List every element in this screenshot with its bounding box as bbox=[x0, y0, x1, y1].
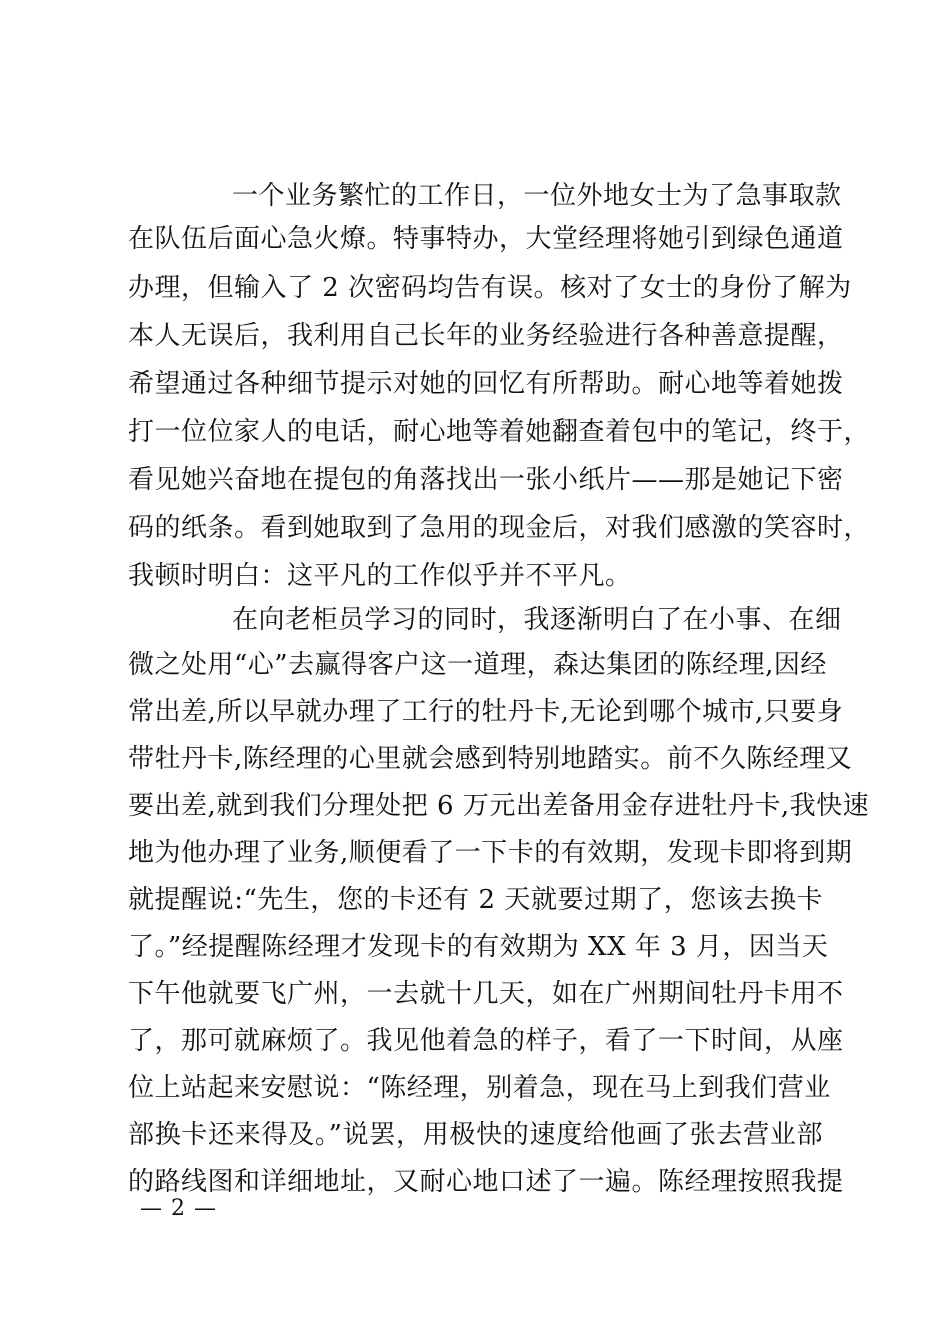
text-line: 在向老柜员学习的同时，我逐渐明白了在小事、在细 bbox=[232, 605, 842, 635]
text-line: 部换卡还来得及。”说罢，用极快的速度给他画了张去营业部 bbox=[128, 1120, 823, 1150]
text-line: 地为他办理了业务,顺便看了一下卡的有效期，发现卡即将到期 bbox=[128, 838, 853, 868]
text-line: 本人无误后，我利用自己长年的业务经验进行各种善意提醒， bbox=[128, 321, 844, 351]
text-line: 常出差,所以早就办理了工行的牡丹卡,无论到哪个城市,只要身 bbox=[128, 697, 844, 727]
text-line: 位上站起来安慰说：“陈经理，别着急，现在马上到我们营业 bbox=[128, 1073, 831, 1103]
text-line: 微之处用“心”去赢得客户这一道理，森达集团的陈经理,因经 bbox=[128, 650, 827, 680]
text-line: 要出差,就到我们分理处把 6 万元出差备用金存进牡丹卡,我快速 bbox=[128, 791, 870, 821]
text-line: 的路线图和详细地址，又耐心地口述了一遍。陈经理按照我提 bbox=[128, 1167, 844, 1197]
text-line: 在队伍后面心急火燎。特事特办，大堂经理将她引到绿色通道 bbox=[128, 224, 844, 254]
text-line: 下午他就要飞广州，一去就十几天，如在广州期间牡丹卡用不 bbox=[128, 979, 844, 1009]
text-line: 带牡丹卡,陈经理的心里就会感到特别地踏实。前不久陈经理又 bbox=[128, 744, 853, 774]
text-line: 看见她兴奋地在提包的角落找出一张小纸片——那是她记下密 bbox=[128, 465, 844, 495]
text-line: 办理，但输入了 2 次密码均告有误。核对了女士的身份了解为 bbox=[128, 273, 852, 303]
page-number: — 2 — bbox=[140, 1196, 217, 1221]
text-line: 了，那可就麻烦了。我见他着急的样子，看了一下时间，从座 bbox=[128, 1026, 844, 1056]
text-line: 就提醒说:“先生，您的卡还有 2 天就要过期了，您该去换卡 bbox=[128, 885, 823, 915]
text-line: 码的纸条。看到她取到了急用的现金后，对我们感激的笑容时， bbox=[128, 513, 871, 543]
text-line: 打一位位家人的电话，耐心地等着她翻查着包中的笔记，终于， bbox=[128, 417, 871, 447]
text-line: 一个业务繁忙的工作日，一位外地女士为了急事取款 bbox=[232, 181, 842, 211]
text-line: 了。”经提醒陈经理才发现卡的有效期为 XX 年 3 月，因当天 bbox=[128, 932, 829, 962]
text-line: 希望通过各种细节提示对她的回忆有所帮助。耐心地等着她拨 bbox=[128, 369, 844, 399]
text-line: 我顿时明白：这平凡的工作似乎并不平凡。 bbox=[128, 561, 632, 591]
